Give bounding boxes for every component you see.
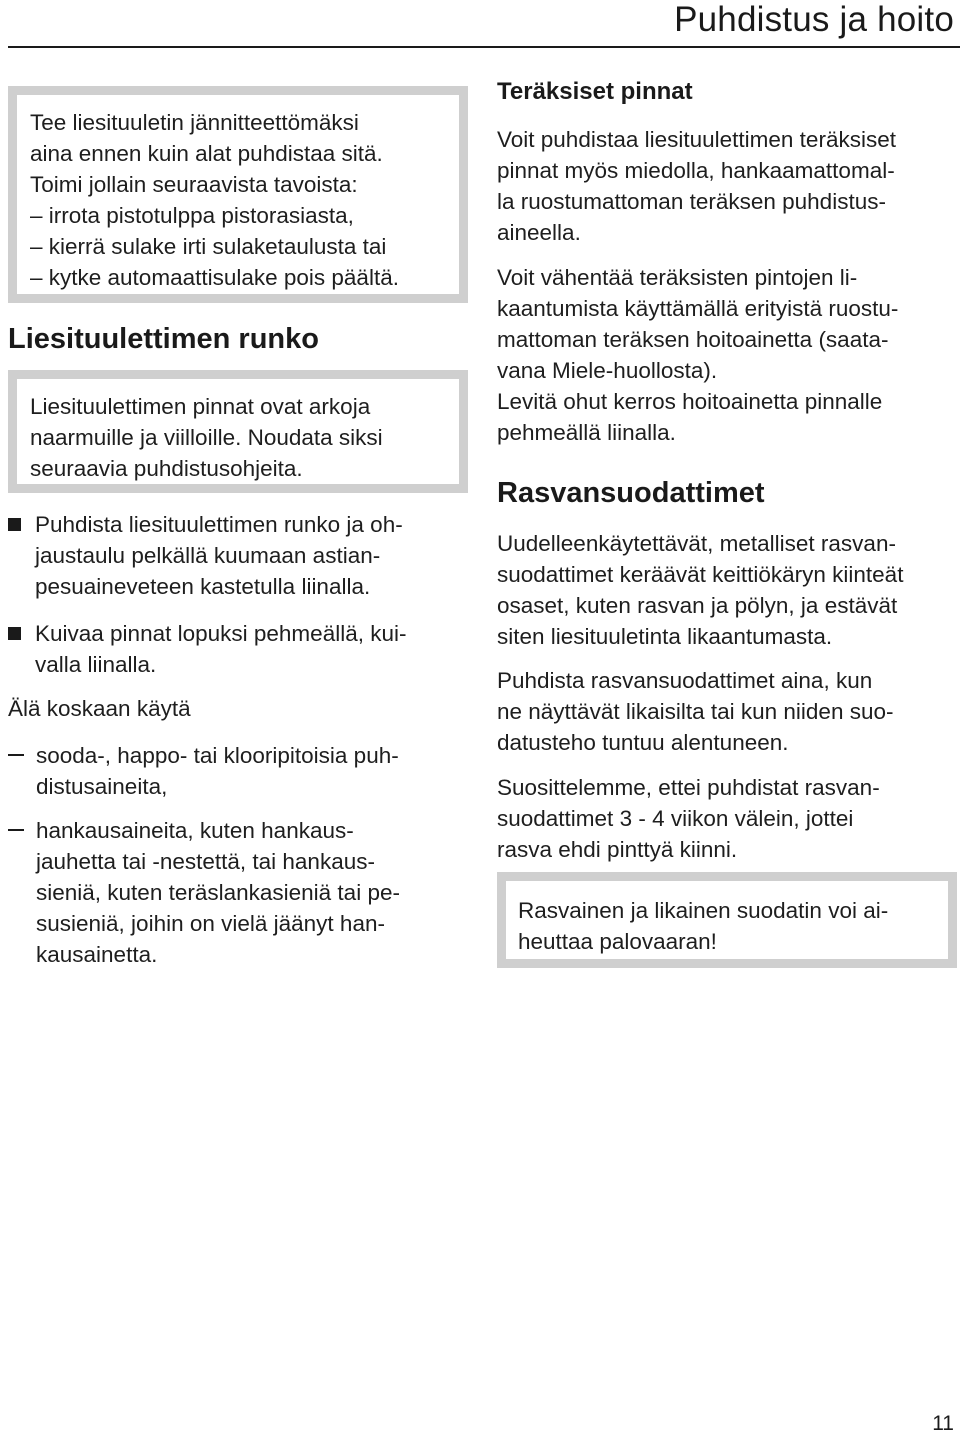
never-use-label: Älä koskaan käytä xyxy=(8,696,191,721)
warning-line: heuttaa palovaaran! xyxy=(518,929,717,954)
dash-line: sieniä, kuten teräslankasieniä tai pe- xyxy=(36,880,400,905)
paragraph-line: pehmeällä liinalla. xyxy=(497,420,676,445)
paragraph-line: aineella. xyxy=(497,220,581,245)
paragraph-line: suodattimet 3 - 4 viikon välein, jottei xyxy=(497,806,854,831)
paragraph-line: osaset, kuten rasvan ja pölyn, ja estävät xyxy=(497,593,898,618)
warning-box-power xyxy=(8,86,468,303)
paragraph-line: mattoman teräksen hoitoainetta (saata- xyxy=(497,327,889,352)
page-number: 11 xyxy=(932,1412,954,1435)
dash-line: kausainetta. xyxy=(36,942,158,967)
paragraph-line: kaantumista käyttämällä erityistä ruostu- xyxy=(497,296,899,321)
dash-icon xyxy=(8,754,24,756)
paragraph-line: Suosittelemme, ettei puhdistat rasvan- xyxy=(497,775,880,800)
warning-line: – kytke automaattisulake pois päältä. xyxy=(30,265,399,290)
page-title: Puhdistus ja hoito xyxy=(674,0,954,39)
list-item xyxy=(8,815,468,975)
warning-line: – kierrä sulake irti sulaketaulusta tai xyxy=(30,234,387,259)
paragraph xyxy=(497,124,957,248)
warning-line: naarmuille ja viilloille. Noudata siksi xyxy=(30,425,383,450)
paragraph xyxy=(497,528,957,652)
dash-line: jauhetta tai -nestettä, tai hankaus- xyxy=(36,849,375,874)
header-rule xyxy=(8,46,960,48)
warning-line: Rasvainen ja likainen suodatin voi ai- xyxy=(518,898,889,923)
warning-line: Toimi jollain seuraavista tavoista: xyxy=(30,172,358,197)
list-item xyxy=(8,740,468,804)
paragraph-line: Puhdista rasvansuodattimet aina, kun xyxy=(497,668,873,693)
paragraph-line: la ruostumattoman teräksen puhdistus- xyxy=(497,189,886,214)
paragraph-line: vana Miele-huollosta). xyxy=(497,358,718,383)
dash-line: distusaineita, xyxy=(36,774,168,799)
dash-icon xyxy=(8,829,24,831)
paragraph-line: Uudelleenkäytettävät, metalliset rasvan- xyxy=(497,531,896,556)
warning-box-surfaces xyxy=(8,370,468,493)
list-item xyxy=(8,618,468,682)
paragraph-line: Voit vähentää teräksisten pintojen li- xyxy=(497,265,858,290)
bullet-line: valla liinalla. xyxy=(35,652,157,677)
warning-box-fire xyxy=(497,872,957,968)
paragraph-line: suodattimet keräävät keittiökäryn kiinteät xyxy=(497,562,904,587)
section-heading-hood-body: Liesituulettimen runko xyxy=(8,323,319,355)
bullet-line: jaustaulu pelkällä kuumaan astian- xyxy=(35,543,381,568)
section-heading-filters: Rasvansuodattimet xyxy=(497,477,765,509)
list-item xyxy=(8,509,468,604)
paragraph-line: Levitä ohut kerros hoitoainetta pinnalle xyxy=(497,389,883,414)
paragraph-line: ne näyttävät likaisilta tai kun niiden suo- xyxy=(497,699,894,724)
warning-line: aina ennen kuin alat puhdistaa sitä. xyxy=(30,141,383,166)
warning-line: seuraavia puhdistusohjeita. xyxy=(30,456,303,481)
warning-line: – irrota pistotulppa pistorasiasta, xyxy=(30,203,354,228)
bullet-line: Kuivaa pinnat lopuksi pehmeällä, kui- xyxy=(35,621,407,646)
warning-line: Tee liesituuletin jännitteettömäksi xyxy=(30,110,359,135)
bullet-square-icon xyxy=(8,518,21,531)
paragraph-line: pinnat myös miedolla, hankaamattomal- xyxy=(497,158,895,183)
paragraph xyxy=(497,665,957,758)
dash-line: susieniä, joihin on vielä jäänyt han- xyxy=(36,911,385,936)
warning-line: Liesituulettimen pinnat ovat arkoja xyxy=(30,394,371,419)
paragraph-line: Voit puhdistaa liesituulettimen teräksiset xyxy=(497,127,896,152)
paragraph-line: rasva ehdi pinttyä kiinni. xyxy=(497,837,738,862)
paragraph-line: siten liesituuletinta likaantumasta. xyxy=(497,624,833,649)
paragraph xyxy=(497,262,957,448)
bullet-square-icon xyxy=(8,627,21,640)
section-heading-steel: Teräksiset pinnat xyxy=(497,78,693,105)
dash-line: hankausaineita, kuten hankaus- xyxy=(36,818,354,843)
bullet-line: pesuaineveteen kastetulla liinalla. xyxy=(35,574,371,599)
bullet-line: Puhdista liesituulettimen runko ja oh- xyxy=(35,512,403,537)
paragraph xyxy=(497,772,957,865)
paragraph-line: datusteho tuntuu alentuneen. xyxy=(497,730,789,755)
dash-line: sooda-, happo- tai klooripitoisia puh- xyxy=(36,743,399,768)
